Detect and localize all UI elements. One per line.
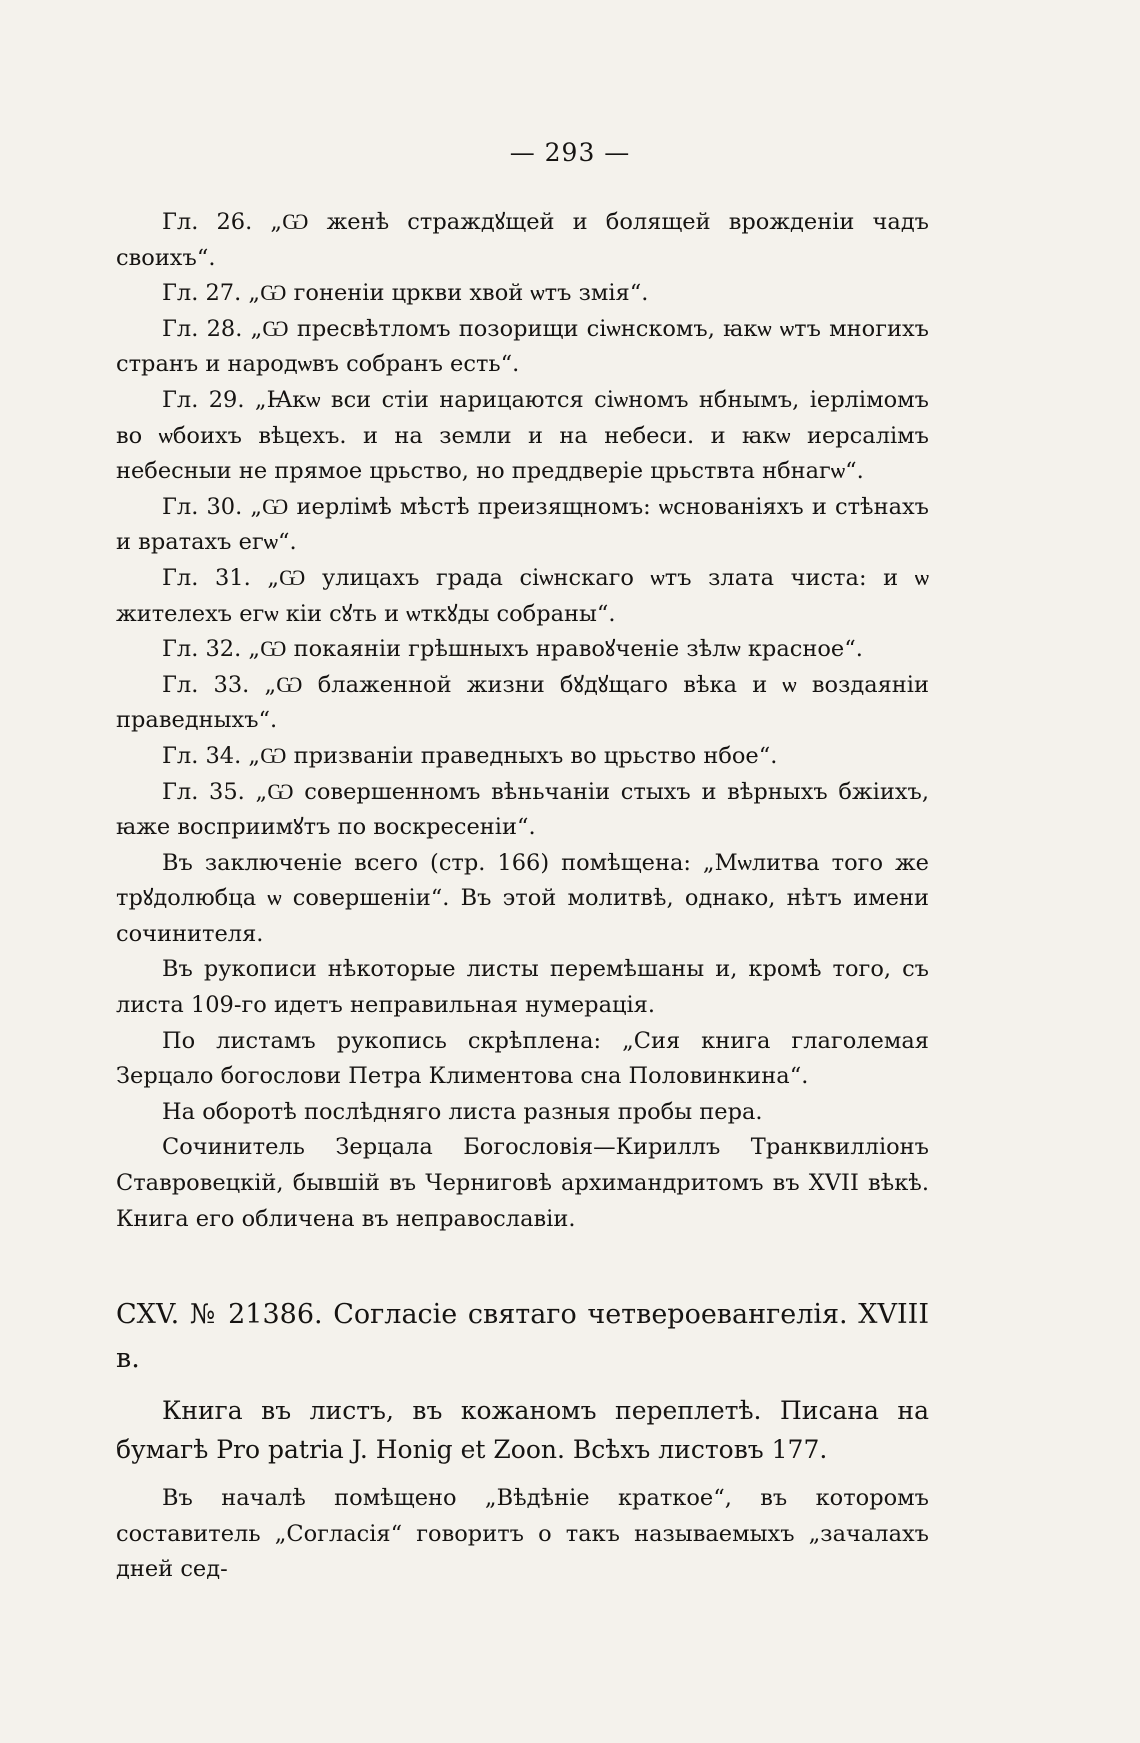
paragraph-leaves: Въ рукописи нѣкоторые листы перемѣшаны и, кромѣ того, съ листа 109-го идетъ неправильная нумерація. xyxy=(116,956,929,1019)
chapter-entry-28: Гл. 28. „Ѡ пресвѣтломъ позорищи сіѡнскомъ, ꙗкѡ ѡтъ многихъ странъ и народѡвъ собранъ есть“. xyxy=(116,315,929,378)
page-number: — 293 — xyxy=(509,138,631,167)
section-lead: Книга въ листъ, въ кожаномъ переплетѣ. Писана на бумагѣ Pro patria J. Honig et Zoon. Всѣхъ листовъ 177. xyxy=(116,1396,929,1465)
chapter-entry-29: Гл. 29. „Ꙗкѡ вси стіи нарицаются сіѡномъ нбнымъ, іерлімомъ во ѡбоихъ вѣцехъ. и на земли и на небеси. и ꙗкѡ иерсалімъ небесныи не прямое црьство, но преддверіе црьствта нбнагѡ“. xyxy=(116,386,929,485)
section-intro: Въ началѣ помѣщено „Вѣдѣніе краткое“, въ которомъ составитель „Согласія“ говоритъ о такъ называемыхъ „зачалахъ дней сед- xyxy=(116,1485,929,1583)
section-heading: CXV. № 21386. Согласіе святаго четвероевангелія. XVIII в. xyxy=(116,1299,929,1375)
chapter-entry-32: Гл. 32. „Ѡ покаяніи грѣшныхъ нравоꙋченіе зѣлѡ красное“. xyxy=(162,636,863,663)
chapter-entry-26: Гл. 26. „Ѡ женѣ страждꙋщей и болящей врожденіи чадъ своихъ“. xyxy=(116,209,929,271)
chapter-entry-34: Гл. 34. „Ѡ призваніи праведныхъ во црьство нбое“. xyxy=(162,742,778,769)
section-gap xyxy=(116,1237,929,1293)
paragraph-conclusion: Въ заключеніе всего (стр. 166) помѣщена: „Мѡлитва того же трꙋдолюбца ѡ совершеніи“. Въ этой молитвѣ, однако, нѣтъ имени сочинителя. xyxy=(116,849,929,947)
paragraph-inscription: По листамъ рукопись скрѣплена: „Сия книга глаголемая Зерцало богослови Петра Климентова сна Половинкина“. xyxy=(116,1027,929,1090)
text-body xyxy=(116,205,929,1588)
paragraph-author: Сочинитель Зерцала Богословія—Кириллъ Транквилліонъ Ставровецкій, бывшій въ Черниговѣ архимандритомъ въ XVII вѣкѣ. Книга его обличена въ неправославіи. xyxy=(116,1134,929,1232)
paragraph-verso: На оборотѣ послѣдняго листа разныя пробы пера. xyxy=(162,1098,763,1125)
chapter-entry-31: Гл. 31. „Ѡ улицахъ града сіѡнскаго ѡтъ злата чиста: и ѡ жителехъ егѡ кіи сꙋть и ѡткꙋды собраны“. xyxy=(116,564,929,627)
chapter-entry-35: Гл. 35. „Ѡ совершенномъ вѣньчаніи стыхъ и вѣрныхъ бжіихъ, ꙗже восприимꙋтъ по воскресеніи“. xyxy=(116,778,929,841)
chapter-entry-30: Гл. 30. „Ѡ иерлімѣ мѣстѣ преизящномъ: ѡснованіяхъ и стѣнахъ и вратахъ егѡ“. xyxy=(116,493,929,556)
chapter-entry-33: Гл. 33. „Ѡ блаженной жизни бꙋдꙋщаго вѣка и ѡ воздаяніи праведныхъ“. xyxy=(116,671,929,734)
chapter-entry-27: Гл. 27. „Ѡ гоненіи цркви хвой ѡтъ змія“. xyxy=(162,280,649,307)
